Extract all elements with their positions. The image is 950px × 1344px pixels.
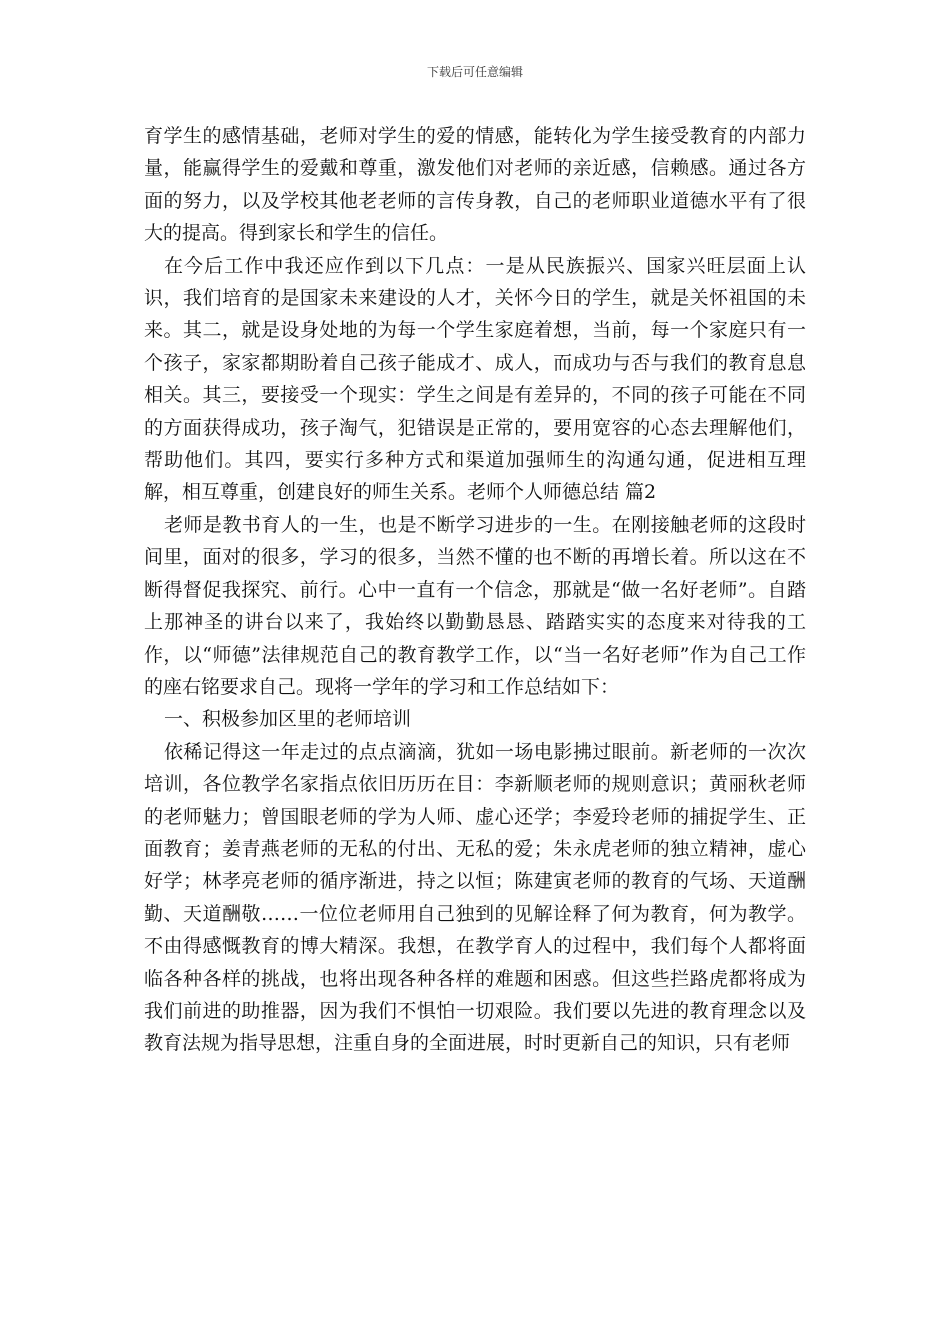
page-header: 下载后可任意编辑	[426, 65, 523, 79]
paragraph-2: 在今后工作中我还应作到以下几点：一是从民族振兴、国家兴旺层面上认识，我们培育的是国家未来建设的人才，关怀今日的学生，就是关怀祖国的未来。其二，就是设身处地的为每一个学生家庭着想，当前，每一个家庭只有一个孩子，家家都期盼着自己孩子能成才、成人，而成功与否与我们的教育息息相关。其三，要接受一个现实：学生之间是有差异的，不同的孩子可能在不同的方面获得成功，孩子淘气，犯错误是正常的，要用宽容的心态去理解他们，帮助他们。其四，要实行多种方式和渠道加强师生的沟通勾通，促进相互理解，相互尊重，创建良好的师生关系。老师个人师德总结 篇2	[144, 254, 806, 504]
section-heading: 一、积极参加区里的老师培训	[163, 708, 411, 731]
document-body	[144, 120, 806, 1060]
paragraph-3: 老师是教书育人的一生，也是不断学习进步的一生。在刚接触老师的这段时间里，面对的很多，学习的很多，当然不懂的也不断的再增长着。所以这在不断得督促我探究、前行。心中一直有一个信念，那就是“做一名好老师”。自踏上那神圣的讲台以来了，我始终以勤勤恳恳、踏踏实实的态度来对待我的工作，以“师德”法律规范自己的教育教学工作，以“当一名好老师”作为自己工作的座右铭要求自己。现将一学年的学习和工作总结如下：	[144, 513, 806, 698]
paragraph-4: 依稀记得这一年走过的点点滴滴，犹如一场电影拂过眼前。新老师的一次次培训，各位教学名家指点依旧历历在目：李新顺老师的规则意识；黄丽秋老师的老师魅力；曾国眼老师的学为人师、虚心还学；李爱玲老师的捕捉学生、正面教育；姜青燕老师的无私的付出、无私的爱；朱永虎老师的独立精神，虚心好学；林孝亮老师的循序渐进，持之以恒；陈建寅老师的教育的气场、天道酬勤、天道酬敬……一位位老师用自己独到的见解诠释了何为教育，何为教学。不由得感慨教育的博大精深。我想，在教学育人的过程中，我们每个人都将面临各种各样的挑战，也将出现各种各样的难题和困惑。但这些拦路虎都将成为我们前进的助推器，因为我们不惧怕一切艰险。我们要以先进的教育理念以及教育法规为指导思想，注重自身的全面进展，时时更新自己的知识，只有老师	[144, 740, 806, 1055]
paragraph-1: 育学生的感情基础，老师对学生的爱的情感，能转化为学生接受教育的内部力量，能赢得学生的爱戴和尊重，激发他们对老师的亲近感，信赖感。通过各方面的努力，以及学校其他老老师的言传身教，自己的老师职业道德水平有了很大的提高。得到家长和学生的信任。	[144, 125, 806, 245]
